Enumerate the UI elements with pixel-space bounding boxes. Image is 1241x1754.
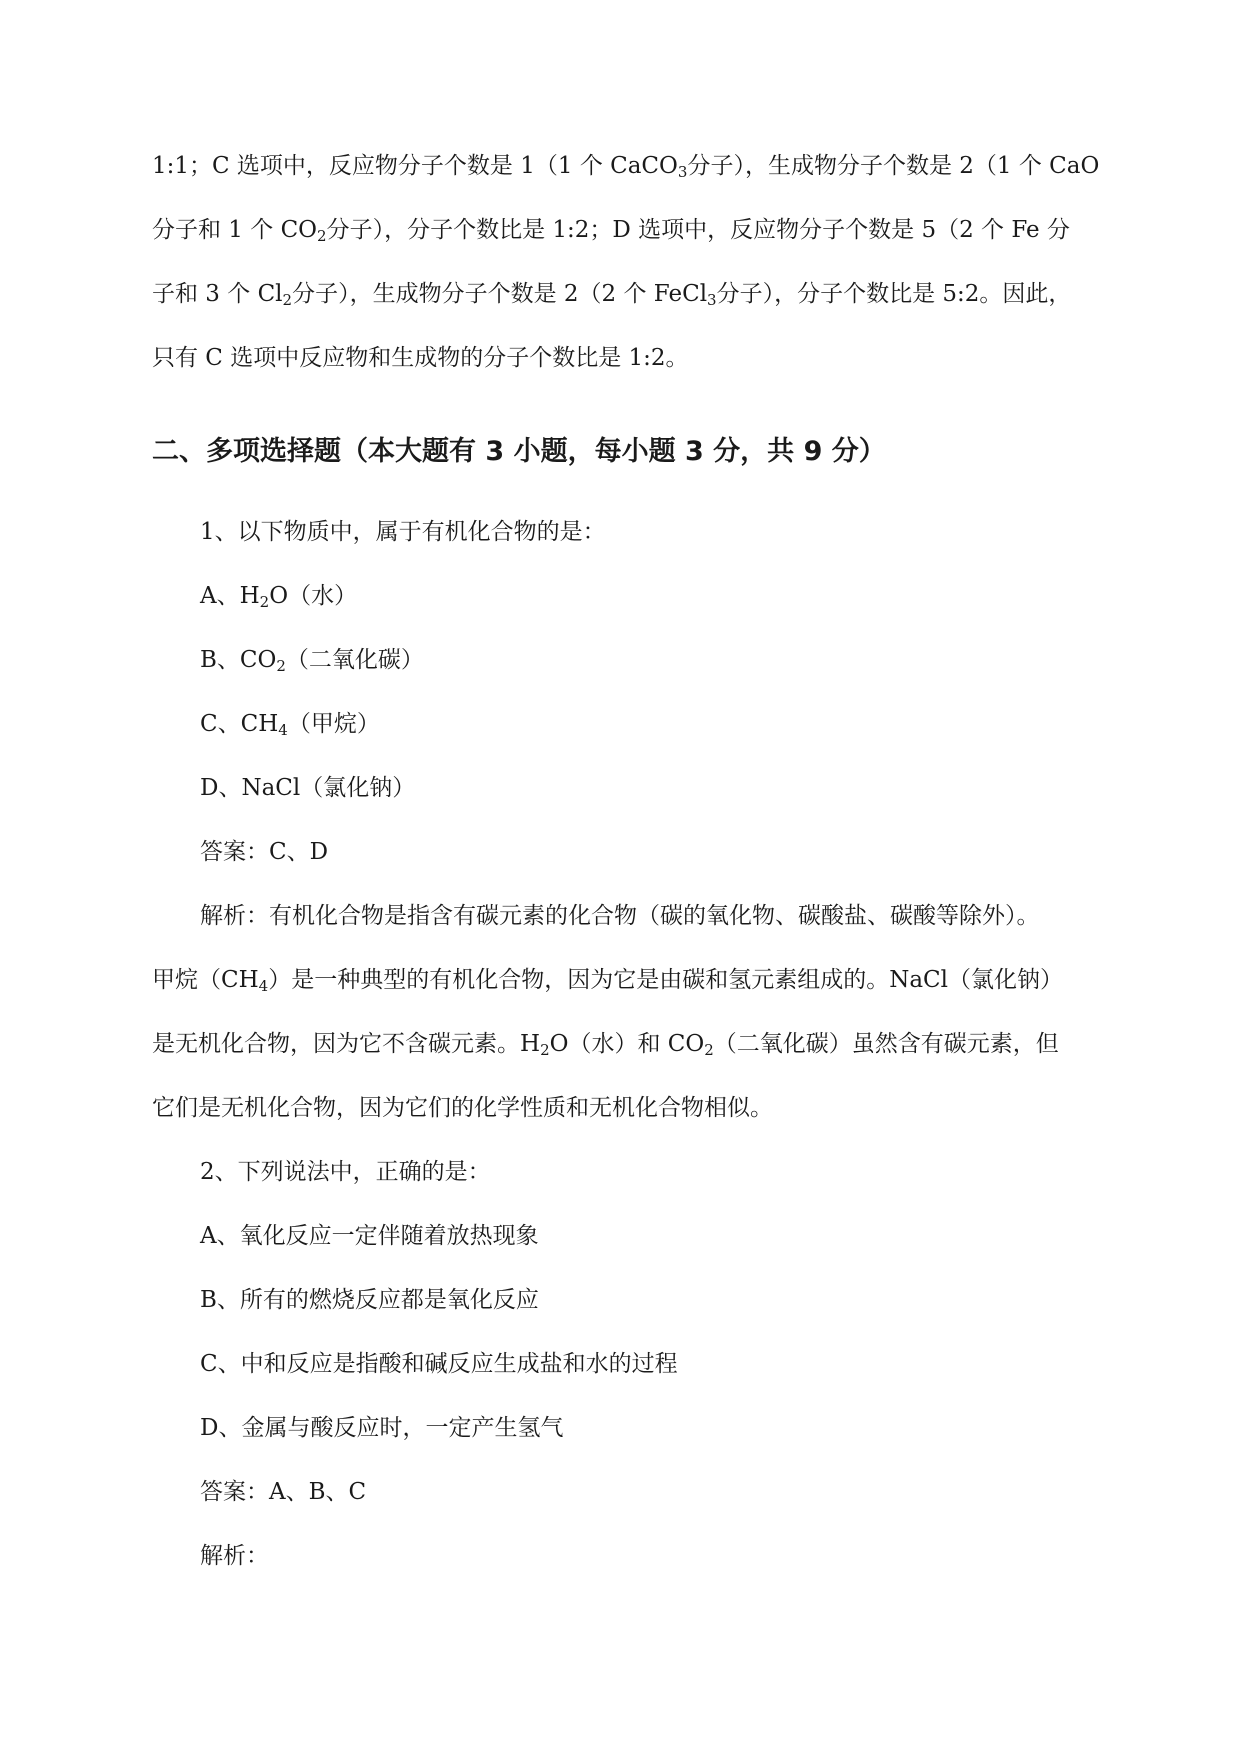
q1-option-c: C、$CH_4$（甲烷）	[200, 711, 380, 739]
q1-stem: 1、以下物质中，属于有机化合物的是：	[200, 519, 606, 545]
q2-option-c: C、中和反应是指酸和碱反应生成盐和水的过程	[200, 1351, 678, 1377]
q1-explanation-line-3: 是无机化合物，因为它不含碳元素。$H_2O$（水）和 $CO_2$（二氧化碳）虽然含有碳元素，但	[152, 1031, 1059, 1059]
q1-option-a: A、$H_2O$（水）	[200, 583, 358, 611]
q1-option-b: B、$CO_2$（二氧化碳）	[200, 647, 424, 675]
q1-answer: 答案：C、D	[200, 839, 329, 865]
q2-answer: 答案：A、B、C	[200, 1479, 367, 1505]
q1-explanation-line-4: 它们是无机化合物，因为它们的化学性质和无机化合物相似。	[152, 1095, 773, 1121]
prev-explanation-line-1: 1:1；C 选项中，反应物分子个数是 1（1 个 CaCO$_3$分子），生成物分子个数是 2（1 个 CaO	[152, 153, 1100, 181]
prev-explanation-line-4: 只有 C 选项中反应物和生成物的分子个数比是 1:2。	[152, 345, 689, 371]
q2-option-b: B、所有的燃烧反应都是氧化反应	[200, 1287, 539, 1313]
q1-option-d: D、NaCl（氯化钠）	[200, 775, 416, 801]
prev-explanation-line-2: 分子和 1 个 $CO_2$分子），分子个数比是 1:2；D 选项中，反应物分子个数是 5（2 个 Fe 分	[152, 217, 1070, 245]
q2-option-a: A、氧化反应一定伴随着放热现象	[200, 1223, 539, 1249]
section-heading: 二、多项选择题（本大题有 3 小题，每小题 3 分，共 9 分）	[152, 436, 886, 467]
q1-explanation-line-1: 解析：有机化合物是指含有碳元素的化合物（碳的氧化物、碳酸盐、碳酸等除外）。	[200, 903, 1040, 929]
prev-explanation-line-3: 子和 3 个 $Cl_2$分子），生成物分子个数是 2（2 个 FeCl$_3$分子），分子个数比是 5:2。因此，	[152, 281, 1072, 309]
q2-explanation-label: 解析：	[200, 1543, 269, 1569]
q1-explanation-line-2: 甲烷$(CH_4)$是一种典型的有机化合物，因为它是由碳和氢元素组成的。NaCl（氯化钠）	[152, 967, 1063, 995]
q2-option-d: D、金属与酸反应时，一定产生氢气	[200, 1415, 564, 1441]
q2-stem: 2、下列说法中，正确的是：	[200, 1159, 491, 1185]
